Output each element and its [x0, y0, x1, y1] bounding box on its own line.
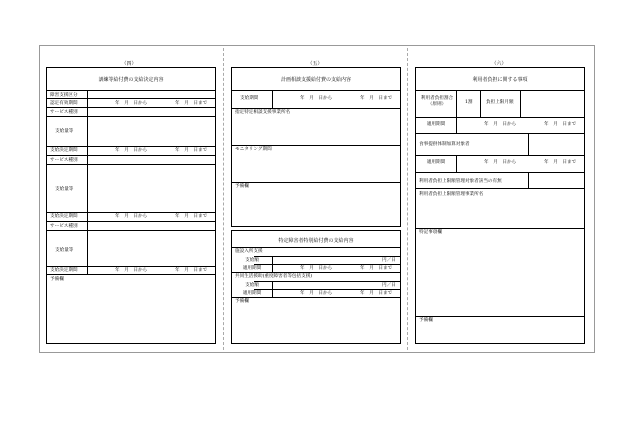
field-label: 適用期間 — [426, 160, 446, 165]
field-label: 利用者負担割合（原則） — [420, 96, 454, 108]
field-label: 適用期間 — [242, 266, 262, 271]
field-label: 特記事項欄 — [419, 230, 442, 235]
panel-label: （六） — [491, 61, 507, 67]
panel-title: 計画相談支援給付費の支給内容 — [280, 77, 351, 83]
panel-5-form-plan — [231, 67, 401, 227]
date-from: 年 月 日から — [300, 96, 333, 101]
field-label: 利用者負担上限額管理対象者該当の有無 — [419, 179, 502, 184]
fold-line — [407, 48, 408, 350]
panel-4-form — [46, 67, 216, 344]
period-label: 支給決定期間 — [50, 268, 78, 273]
field-label: 指定特定相談支援事業所名 — [235, 110, 291, 115]
date-to: 年 月 日まで — [175, 268, 208, 273]
field-label: 認定有効期間 — [50, 101, 78, 106]
fold-line — [223, 48, 224, 350]
note-label: 予備欄 — [50, 277, 64, 282]
field-label: 施設入所支援 — [235, 249, 263, 254]
amount-label: 支給量等 — [55, 187, 74, 192]
field-label: 障害支援区分 — [50, 93, 78, 98]
period-label: 支給決定期間 — [50, 214, 78, 219]
service-type-label: サービス種別 — [50, 224, 78, 229]
date-from: 年 月 日から — [484, 122, 517, 127]
date-to: 年 月 日まで — [544, 160, 577, 165]
date-to: 年 月 日まで — [360, 96, 393, 101]
unit-label: 円／日 — [382, 283, 396, 288]
date-to: 年 月 日まで — [175, 148, 208, 153]
field-label: 支給額 — [245, 283, 259, 288]
date-from: 年 月 日から — [484, 160, 517, 165]
panel-label: （四） — [121, 61, 137, 67]
field-label: 利用者負担上限額管理事業所名 — [419, 192, 484, 197]
date-from: 年 月 日から — [300, 266, 333, 271]
field-label: 負担上限月額 — [486, 100, 514, 105]
field-label: 共同生活援助(重度障害者等包括支援) — [235, 274, 313, 279]
amount-label: 支給量等 — [55, 129, 74, 134]
service-type-label: サービス種別 — [50, 158, 78, 163]
date-from: 年 月 日から — [115, 101, 148, 106]
ratio-value: 1割 — [465, 100, 473, 105]
date-to: 年 月 日まで — [175, 214, 208, 219]
note-label: 予備欄 — [235, 299, 249, 304]
field-label: 適用期間 — [242, 291, 262, 296]
date-to: 年 月 日まで — [175, 101, 208, 106]
field-label: 適用期間 — [426, 122, 446, 127]
field-label: 支給額 — [245, 258, 259, 263]
date-to: 年 月 日まで — [544, 122, 577, 127]
panel-title: 特定障害者特別給付費の支給内容 — [278, 238, 354, 244]
date-from: 年 月 日から — [300, 291, 333, 296]
panel-title: 利用者負担に関する事項 — [472, 77, 528, 83]
date-to: 年 月 日まで — [360, 266, 393, 271]
date-from: 年 月 日から — [115, 148, 148, 153]
field-label: 支給期間 — [240, 96, 259, 101]
panel-6-form — [415, 67, 585, 344]
field-label: 食事提供体制加算対象者 — [419, 142, 470, 147]
amount-label: 支給量等 — [55, 248, 74, 253]
date-from: 年 月 日から — [115, 214, 148, 219]
panel-title: 訓練等給付費の支給決定内容 — [98, 77, 164, 83]
panel-label: （五） — [307, 61, 323, 67]
note-label: 予備欄 — [419, 318, 433, 323]
field-label: モニタリング期間 — [235, 147, 272, 152]
period-label: 支給決定期間 — [50, 148, 78, 153]
service-type-label: サービス種別 — [50, 110, 78, 115]
date-to: 年 月 日まで — [360, 291, 393, 296]
date-from: 年 月 日から — [115, 268, 148, 273]
unit-label: 円／日 — [382, 258, 396, 263]
panel-5-form-special — [231, 230, 401, 344]
note-label: 予備欄 — [235, 184, 249, 189]
